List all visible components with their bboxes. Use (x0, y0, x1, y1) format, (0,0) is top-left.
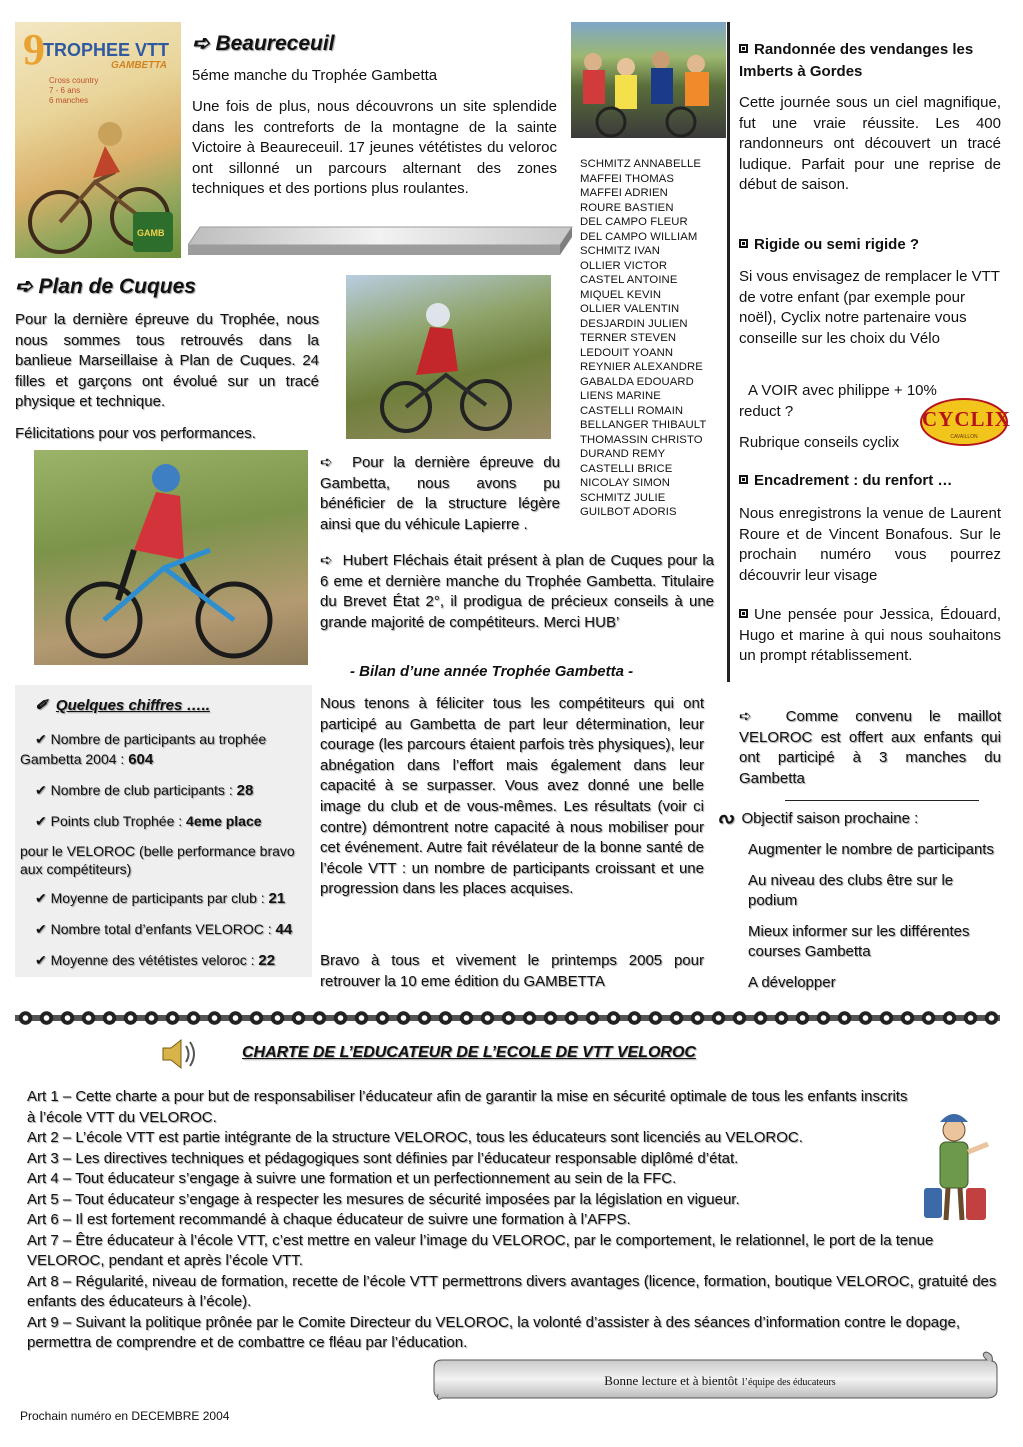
stat-clubs (35, 782, 253, 799)
scroll-small-text: l’équipe des éducateurs (741, 1377, 836, 1388)
speaker-icon (160, 1036, 200, 1072)
stat-points-value: 4eme place (186, 813, 262, 829)
vendanges-heading (739, 39, 1001, 83)
participant-name: SCHMITZ JULIE (580, 491, 666, 504)
swirl-bullet-icon: ᔓ (718, 808, 734, 827)
stat-participants (35, 731, 266, 748)
charte-article: Art 4 – Tout éducateur s’engage à suivre une formation et un perfectionnement au sein de la FFC. (27, 1170, 677, 1187)
stats-title: Quelques chiffres ….. (55, 697, 210, 714)
stat-points (35, 813, 262, 830)
svg-text:GAMB: GAMB (137, 228, 165, 238)
bike-chain-divider (15, 1008, 1000, 1028)
charte-title: CHARTE DE L’EDUCATEUR DE L’ECOLE DE VTT VELOROC (242, 1044, 696, 1061)
bilan-body: Nous tenons à féliciter tous les compétiteurs qui ont participé au Gambetta de part leur détermination, leur courage (les parcours étaient parfois très physiques), leur abnégation dans l’effort mais également dans leur capacité à se surpasser. Vous avez donné une belle image du club et de vous-mêmes. Les résultats (voir ci contre) démontrent notre capacité à nous mobiliser pour cet événement. Autre fait révélateur de la bonne santé de l’école VTT : un nombre de participants croissant et une progression dans les places acquises. (320, 695, 704, 898)
participant-name: REYNIER ALEXANDRE (580, 361, 703, 373)
riders-group-photo (571, 22, 726, 138)
beaureceuil-body: Une fois de plus, nous découvrons un site splendide dans les contreforts de la montagne de la sainte Victoire à Beaureceuil. 17 jeunes vététistes du veloroc ont sillonné un parcours alternant des zones techniques et des portions plus roulantes. (192, 98, 557, 198)
stat-clubs-label: Nombre de club participants : (50, 782, 237, 798)
encadrement-body: Nous enregistrons la venue de Laurent Roure et de Vincent Bonafous. Sur le prochain numéro vous pourrez découvrir leur visage (739, 505, 1001, 584)
charte-article: Art 9 – Suivant la politique prônée par le Comite Directeur du VELOROC, la volonté d’assister à des séances d’information contre le dopage, permettra de comprendre et de combattre ce fléau par l’éducation. (27, 1313, 961, 1351)
scroll-main-text: Bonne lecture et à bientôt (604, 1373, 738, 1388)
participant-name: CASTEL ANTOINE (580, 274, 678, 286)
stat-riders-value: 22 (258, 952, 276, 969)
charte-article: Art 2 – L’école VTT est partie intégrante de la structure VELOROC, tous les éducateurs sont licenciés au VELOROC. (27, 1129, 803, 1146)
pencil-icon: ✐ (35, 697, 48, 714)
participant-name: SCHMITZ ANNABELLE (580, 158, 701, 170)
stats-box (15, 685, 312, 977)
next-issue-note: Prochain numéro en DECEMBRE 2004 (20, 1409, 230, 1423)
maillot-note (739, 707, 1001, 789)
pensee-note (739, 605, 1001, 667)
poster-sub1: Cross country (49, 76, 99, 85)
stat-participants-value: 604 (128, 751, 154, 768)
check-icon: ✔ (35, 782, 47, 798)
charte-articles (27, 1087, 997, 1354)
poster-brand: GAMBETTA (111, 60, 167, 71)
stat-average-label: Moyenne de participants par club : (50, 890, 269, 906)
square-bullet-icon (739, 44, 748, 53)
cuques-heading (15, 274, 196, 299)
rubrique-cyclix: Rubrique conseils cyclix (739, 434, 900, 451)
poster-sub3: 6 manches (49, 96, 89, 105)
charte-article: Art 8 – Régularité, niveau de formation, recette de l’école VTT permettrons divers avantages (licence, formation, boutique VELOROC, gratuité des enfants des éducateurs à l’école). (27, 1272, 997, 1310)
vendanges-body: Cette journée sous un ciel magnifique, fut une vraie réussite. Les 400 randonneurs ont découvert un tracé ludique. Parfait pour une reprise de début de saison. (739, 94, 1001, 194)
rigide-body: Si vous envisagez de remplacer le VTT de votre enfant (par exemple pour noël), Cyclix notre partenaire vous conseille sur les choix du Vélo (739, 268, 1000, 347)
maillot-text: Comme convenu le maillot VELOROC est offert aux enfants qui ont participé à 3 manches du Gambetta (739, 708, 1001, 787)
stat-riders-label: Moyenne des vététistes veloroc : (50, 952, 259, 968)
hubert-text: Hubert Fléchais était présent à plan de Cuques pour la 6 eme et dernière manche du Trophée Gambetta. Titulaire du Brevet État 2°, il prodigua de précieux conseils à une grande majorité de compétiteurs. Merci HUB’ (320, 552, 714, 631)
square-bullet-icon (739, 239, 748, 248)
participant-name: CASTELLI BRICE (580, 462, 673, 475)
charte-article: Art 7 – Être éducateur à l’école VTT, c’est mettre en valeur l’image du VELOROC, par le comportement, le relationnel, le port de la tenue VELOROC, pendant et après l’école VTT. (27, 1231, 934, 1269)
rigide-heading (739, 236, 919, 253)
vendanges-title: Randonnée des vendanges les Imberts à Gordes (739, 41, 974, 80)
objectif-item: Mieux informer sur les différentes courses Gambetta (748, 922, 970, 961)
lapierre-text: Pour la dernière épreuve du Gambetta, nous avons pu bénéficier de la structure légère ainsi que du véhicule Lapierre . (320, 454, 560, 533)
charte-article: Art 5 – Tout éducateur s’engage à respecter les mesures de sécurité imposées par la législation en vigueur. (27, 1190, 740, 1208)
participant-name: OLLIER VALENTIN (580, 303, 680, 315)
cuques-title: Plan de Cuques (38, 275, 196, 298)
objectif-list (748, 840, 998, 1004)
cuques-rider-photo-large (34, 450, 308, 665)
beaureceuil-subtitle: 5éme manche du Trophée Gambetta (192, 67, 438, 84)
encadrement-title: Encadrement : du renfort … (754, 472, 953, 489)
participant-name: MAFFEI ADRIEN (580, 187, 668, 199)
check-icon: ✔ (35, 921, 47, 937)
participant-name: GABALDA EDOUARD (580, 375, 694, 388)
participant-name: SCHMITZ IVAN (580, 245, 661, 257)
scroll-text (440, 1372, 1000, 1390)
stat-children-label: Nombre total d’enfants VELOROC : (50, 921, 276, 937)
stat-average-value: 21 (268, 890, 286, 907)
charte-article: Art 3 – Les directives techniques et pédagogiques sont définies par l’éducateur responsable diplômé d’état. (27, 1149, 739, 1167)
encadrement-heading (739, 472, 952, 489)
hand-pointer-icon: ➪ (320, 552, 333, 569)
stats-heading (35, 696, 210, 714)
stat-children (35, 921, 292, 938)
bilan-title: - Bilan d’une année Trophée Gambetta - (350, 663, 634, 680)
participant-name: DEL CAMPO FLEUR (580, 216, 688, 228)
hand-pointer-icon: ➪ (739, 708, 752, 725)
participant-name: TERNER STEVEN (580, 332, 677, 344)
objectif-item: A développer (748, 973, 836, 991)
objectif-item: Au niveau des clubs être sur le podium (748, 871, 954, 910)
objectif-title: Objectif saison prochaine : (741, 810, 919, 827)
lapierre-note (320, 453, 560, 535)
trophee-poster: 9 TROPHEE VTT GAMBETTA Cross country 7 - 6 ans 6 manches GAMB (15, 22, 181, 258)
participant-name: CASTELLI ROMAIN (580, 404, 684, 417)
cyclix-logo-sub: CAVAILLON (950, 434, 978, 440)
decorative-slab (188, 223, 574, 259)
poster-sub2: 7 - 6 ans (49, 86, 81, 95)
stat-participants-line2 (20, 751, 153, 768)
poster-title: TROPHEE VTT (43, 40, 170, 60)
hand-pointer-icon: ➪ (15, 275, 33, 298)
stat-participants-label: Nombre de participants au trophée (50, 731, 267, 747)
check-icon: ✔ (35, 952, 47, 968)
bilan-closing: Bravo à tous et vivement le printemps 2005 pour retrouver la 10 eme édition du GAMBETTA (320, 952, 704, 990)
participant-name: LEDOUIT YOANN (580, 346, 674, 359)
participant-name: GUILBOT ADORIS (580, 506, 677, 518)
participant-name: DEL CAMPO WILLIAM (580, 230, 698, 243)
pensee-text: Une pensée pour Jessica, Édouard, Hugo et marine à qui nous souhaitons un prompt rétablissement. (739, 606, 1001, 665)
participant-name: DURAND REMY (580, 448, 666, 460)
beaureceuil-title: Beaureceuil (215, 32, 335, 55)
stat-clubs-value: 28 (236, 782, 254, 799)
objectif-heading (718, 808, 918, 828)
participant-name: THOMASSIN CHRISTO (580, 433, 703, 446)
cuques-rider-photo-small (346, 275, 551, 439)
stat-points-label: Points club Trophée : (50, 813, 187, 829)
participant-name: MIQUEL KEVIN (580, 288, 662, 301)
participant-name: MAFFEI THOMAS (580, 172, 674, 185)
hubert-note (320, 551, 714, 633)
rigide-title: Rigide ou semi rigide ? (754, 236, 920, 253)
poster-rider-illustration (15, 112, 181, 258)
participant-name: LIENS MARINE (580, 390, 661, 402)
check-icon: ✔ (35, 813, 47, 829)
column-divider (727, 22, 730, 682)
stat-participants-label2: Gambetta 2004 : (20, 751, 129, 767)
objectif-item: Augmenter le nombre de participants (748, 841, 994, 858)
stat-children-value: 44 (275, 921, 293, 938)
stat-average (35, 890, 285, 907)
hand-pointer-icon: ➪ (320, 454, 333, 471)
participant-name: NICOLAY SIMON (580, 477, 671, 489)
beaureceuil-heading (192, 31, 335, 56)
cuques-body: Pour la dernière épreuve du Trophée, nous nous sommes tous retrouvés dans la banlieue Marseillaise à Plan de Cuques. 24 filles et garçons ont évolué sur un tracé physique et technique. (15, 311, 319, 411)
cyclix-logo-text: CYCLIX (922, 407, 1011, 431)
participants-list (580, 157, 706, 520)
square-bullet-icon (739, 475, 748, 484)
charte-article: Art 1 – Cette charte a pour but de responsabiliser l’éducateur afin de garantir la mise en sécurité optimale de tous les enfants inscrits à l’école VTT du VELOROC. (27, 1088, 908, 1126)
participant-name: ROURE BASTIEN (580, 201, 674, 214)
participant-name: OLLIER VICTOR (580, 259, 668, 272)
stat-points-note: pour le VELOROC (belle performance bravo aux compétiteurs) (20, 843, 295, 877)
educator-illustration (918, 1108, 996, 1224)
hand-pointer-icon: ➪ (192, 32, 210, 55)
objectif-rule (785, 800, 979, 801)
charte-article: Art 6 – Il est fortement recommandé à chaque éducateur de suivre une formation à l’AFPS. (27, 1211, 631, 1228)
participant-name: DESJARDIN JULIEN (580, 317, 688, 330)
cuques-felicitations: Félicitations pour vos performances. (15, 425, 256, 442)
avoir-note: A VOIR avec philippe + 10% reduct ? (739, 382, 937, 420)
participant-name: BELLANGER THIBAULT (580, 419, 707, 431)
stat-riders (35, 952, 275, 969)
square-bullet-icon (739, 609, 748, 618)
cyclix-logo (920, 398, 1011, 446)
check-icon: ✔ (35, 731, 47, 747)
check-icon: ✔ (35, 890, 47, 906)
